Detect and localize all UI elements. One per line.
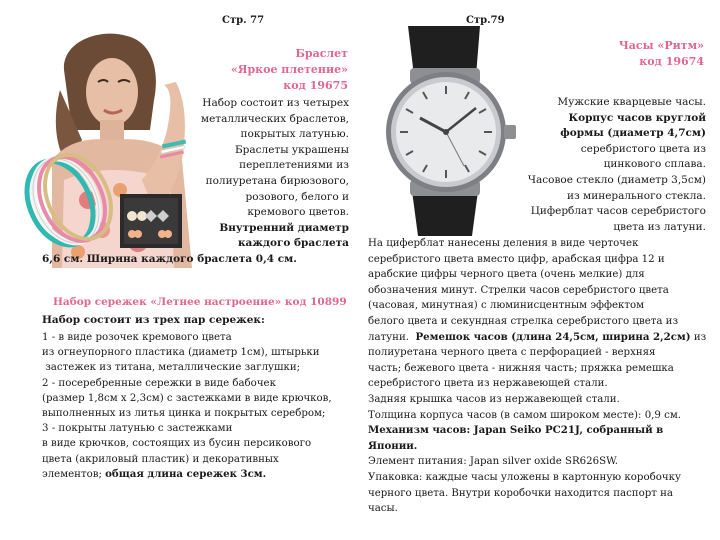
- back-cover-line: Задняя крышка часов из нержавеющей стали.: [368, 393, 620, 405]
- case-line: цинкового сплава.: [603, 158, 706, 171]
- case-line: Часовое стекло (диаметр 3,5см): [527, 173, 706, 186]
- desc-line: металлических браслетов,: [200, 112, 349, 125]
- bracelet-title-line: «Яркое плетение»: [230, 63, 348, 76]
- earrings-line: (размер 1,8см х 2,3см) с застежками в виде крючков,: [42, 392, 332, 404]
- case-line: серебристого цвета из: [580, 142, 706, 155]
- bracelet-code: код 19675: [283, 79, 348, 92]
- earrings-line: в виде крючков, состоящих из бусин персикового: [42, 438, 312, 450]
- watch-case-description: [500, 95, 706, 235]
- case-line: формы (диаметр 4,7см): [560, 127, 706, 140]
- bracelets-image: [10, 143, 122, 253]
- mechanism-line: Японии.: [368, 439, 418, 452]
- dial-line: белого цвета и секундная стрелка серебристого цвета из: [368, 315, 679, 327]
- bracelet-title-line: Браслет: [295, 47, 348, 60]
- earrings-line: выполненных из литья цинка и покрытых серебром;: [42, 408, 326, 420]
- desc-line: Набор состоит из четырех: [202, 97, 349, 109]
- earrings-line: цвета (акриловый пластик) и декоративных: [42, 453, 279, 465]
- page-number-77: Стр. 77: [222, 15, 265, 26]
- diameter-line: каждого браслета: [237, 237, 349, 250]
- desc-line: полиуретана бирюзового,: [205, 174, 349, 187]
- desc-line: кремового цветов.: [247, 206, 349, 219]
- watch-title: [560, 38, 704, 70]
- dial-line: На циферблат нанесены деления в виде черточек: [368, 238, 639, 249]
- intro-line: Мужские кварцевые часы.: [557, 96, 706, 108]
- earrings-last-plain: элементов;: [42, 468, 106, 480]
- case-line: Циферблат часов серебристого: [530, 205, 706, 218]
- bracelet-description: [150, 96, 349, 252]
- earrings-last-line: [42, 467, 332, 482]
- packaging-line: Упаковка: каждые часы уложены в картонную коробочку: [368, 471, 681, 483]
- earrings-line: 2 - посеребренные сережки в виде бабочек: [42, 377, 276, 389]
- thickness-line: Толщина корпуса часов (в самом широком месте): 0,9 см.: [368, 409, 682, 421]
- packaging-line: черного цвета. Внутри коробочки находится паспорт на: [368, 487, 673, 499]
- packaging-line: часы.: [368, 503, 398, 515]
- strap-plain: латуни.: [368, 331, 416, 343]
- earrings-line: 3 - покрыты латунью с застежками: [42, 423, 233, 435]
- strap-size: Ремешок часов (длина 24,5см, ширина 2,2см): [415, 330, 691, 343]
- battery-line: Элемент питания: Japan silver oxide SR626SW.: [368, 456, 618, 468]
- dial-line: серебристого цвета вместо цифр, арабская цифра 12 и: [368, 253, 665, 265]
- earrings-title: Набор сережек «Летнее настроение» код 10899: [53, 296, 347, 308]
- strap-line: часть; бежевого цвета - нижняя часть; пряжка ремешка: [368, 362, 674, 374]
- earrings-subtitle: Набор состоит из трех пар сережек:: [42, 314, 265, 326]
- earrings-line: из огнеупорного пластика (диаметр 1см), штырьки: [42, 347, 320, 359]
- earrings-line: 1 - в виде розочек кремового цвета: [42, 332, 232, 343]
- case-line: цвета из латуни.: [613, 220, 706, 233]
- bracelet-block: [180, 46, 348, 94]
- desc-line: Браслеты украшены: [234, 143, 349, 156]
- case-line: из минерального стекла.: [566, 189, 706, 202]
- earrings-length: общая длина сережек 3см.: [105, 467, 267, 480]
- watch-title-line: Часы «Ритм»: [618, 39, 704, 52]
- dial-line: обозначения минут. Стрелки часов серебристого цвета: [368, 284, 669, 296]
- desc-line: розового, белого и: [245, 190, 349, 203]
- page-number-79: Стр.79: [466, 15, 505, 26]
- dial-line: (часовая, минутная) с люминисцентным эффектом: [368, 300, 645, 312]
- strap-line: полиуретана черного цвета с перфорацией - верхняя: [368, 347, 656, 359]
- watch-code: код 19674: [639, 55, 704, 68]
- desc-line: переплетениями из: [239, 159, 349, 172]
- diameter-line: Внутренний диаметр: [219, 221, 349, 234]
- watch-details: [368, 236, 706, 517]
- earrings-description: [42, 330, 332, 482]
- mechanism-line: Механизм часов: Japan Seiko PC21J, собранный в: [368, 424, 664, 437]
- earrings-line: застежек из титана, металлические заглушки;: [42, 362, 301, 374]
- bracelet-title: [180, 46, 348, 94]
- strap-tail: из: [690, 331, 707, 343]
- strap-line: серебристого цвета из нержавеющей стали.: [368, 378, 608, 390]
- dial-line: арабские цифры черного цвета (очень мелкие) для: [368, 269, 645, 281]
- strap-line: [368, 330, 706, 346]
- bracelet-size-line: 6,6 см. Ширина каждого браслета 0,4 см.: [42, 253, 297, 265]
- case-line: Корпус часов круглой: [568, 111, 706, 124]
- desc-line: покрытых латунью.: [240, 128, 349, 141]
